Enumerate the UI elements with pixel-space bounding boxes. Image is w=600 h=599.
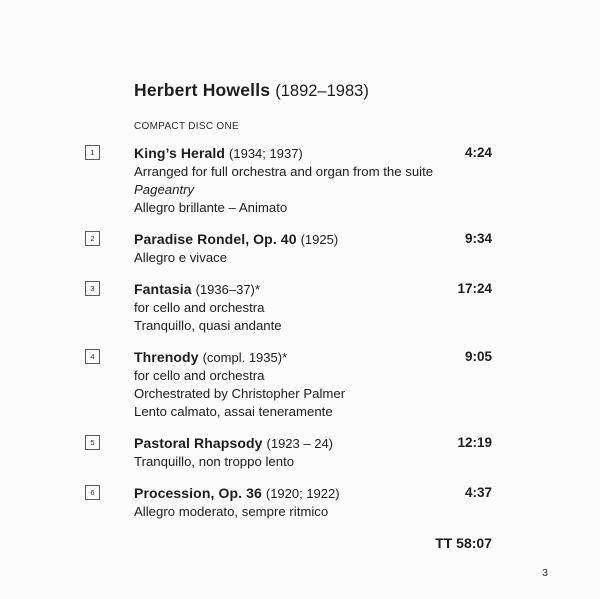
track-duration: 4:37 [464,485,492,500]
track-title-row [134,434,457,453]
track-detail-line: Allegro brillante – Animato [134,200,288,215]
track-duration: 12:19 [457,435,492,450]
track-title-row [134,280,457,299]
track-number: 1 [90,147,95,157]
track-title: Threnody [134,349,199,365]
track-number-badge [85,485,100,500]
track-detail-lines [134,453,457,471]
track-title-year: (1934; 1937) [229,146,303,161]
track-duration: 4:24 [464,145,492,160]
track-number-badge [85,145,100,160]
track-title-year: (1925) [300,232,339,247]
track-number-badge [85,281,100,296]
track-detail-lines [134,299,457,335]
track-detail-line: Allegro e vivace [134,250,228,265]
track-detail-lines [134,163,465,217]
track-row [85,144,492,217]
track-title: Procession, Op. 36 [134,485,262,501]
track-list [85,144,492,521]
track-title-year: (1920; 1922) [265,486,340,501]
track-title-row [134,348,465,367]
track-title: King’s Herald [134,145,226,161]
track-row [85,348,492,421]
track-title-year: (1923 – 24) [266,436,334,451]
track-number: 6 [90,487,95,497]
track-detail-line: Tranquillo, non troppo lento [134,454,295,469]
track-detail-line: Arranged for full orchestra and organ from the suite [134,164,434,179]
track-detail-line: Lento calmato, assai teneramente [134,404,333,419]
track-detail-lines [134,249,465,267]
track-number: 4 [90,351,95,361]
track-detail-line: Allegro moderato, sempre ritmico [134,504,329,519]
track-detail-line: Pageantry [134,182,195,197]
track-detail-line: Tranquillo, quasi andante [134,318,282,333]
track-number-badge [85,349,100,364]
track-title-row [134,484,465,503]
track-title: Paradise Rondel, Op. 40 [134,231,297,247]
track-body [134,144,465,217]
track-duration: 17:24 [457,281,492,296]
track-body [134,230,465,267]
composer-dates: (1892–1983) [275,82,369,100]
track-duration: 9:34 [464,231,492,246]
track-number-badge [85,231,100,246]
track-body [134,434,457,471]
track-body [134,280,457,335]
disc-heading: COMPACT DISC ONE [134,121,239,132]
page-number: 3 [542,567,548,579]
track-detail-line: Orchestrated by Christopher Palmer [134,386,346,401]
track-body [134,348,465,421]
track-number: 2 [90,233,95,243]
track-row [85,230,492,267]
track-title: Fantasia [134,281,192,297]
page-title [134,80,492,102]
track-number: 5 [90,437,95,447]
track-detail-lines [134,503,465,521]
track-title: Pastoral Rhapsody [134,435,263,451]
track-number: 3 [90,283,95,293]
track-title-row [134,144,465,163]
composer-name: Herbert Howells [134,80,271,100]
track-title-year: (compl. 1935)* [202,350,288,365]
track-detail-lines [134,367,465,421]
track-title-year: (1936–37)* [195,282,260,297]
track-detail-line: for cello and orchestra [134,300,265,315]
track-row [85,280,492,335]
track-duration: 9:05 [464,349,492,364]
total-time: TT 58:07 [435,535,492,551]
track-number-badge [85,435,100,450]
track-title-row [134,230,465,249]
track-row [85,484,492,521]
track-detail-line: for cello and orchestra [134,368,265,383]
track-row [85,434,492,471]
track-body [134,484,465,521]
